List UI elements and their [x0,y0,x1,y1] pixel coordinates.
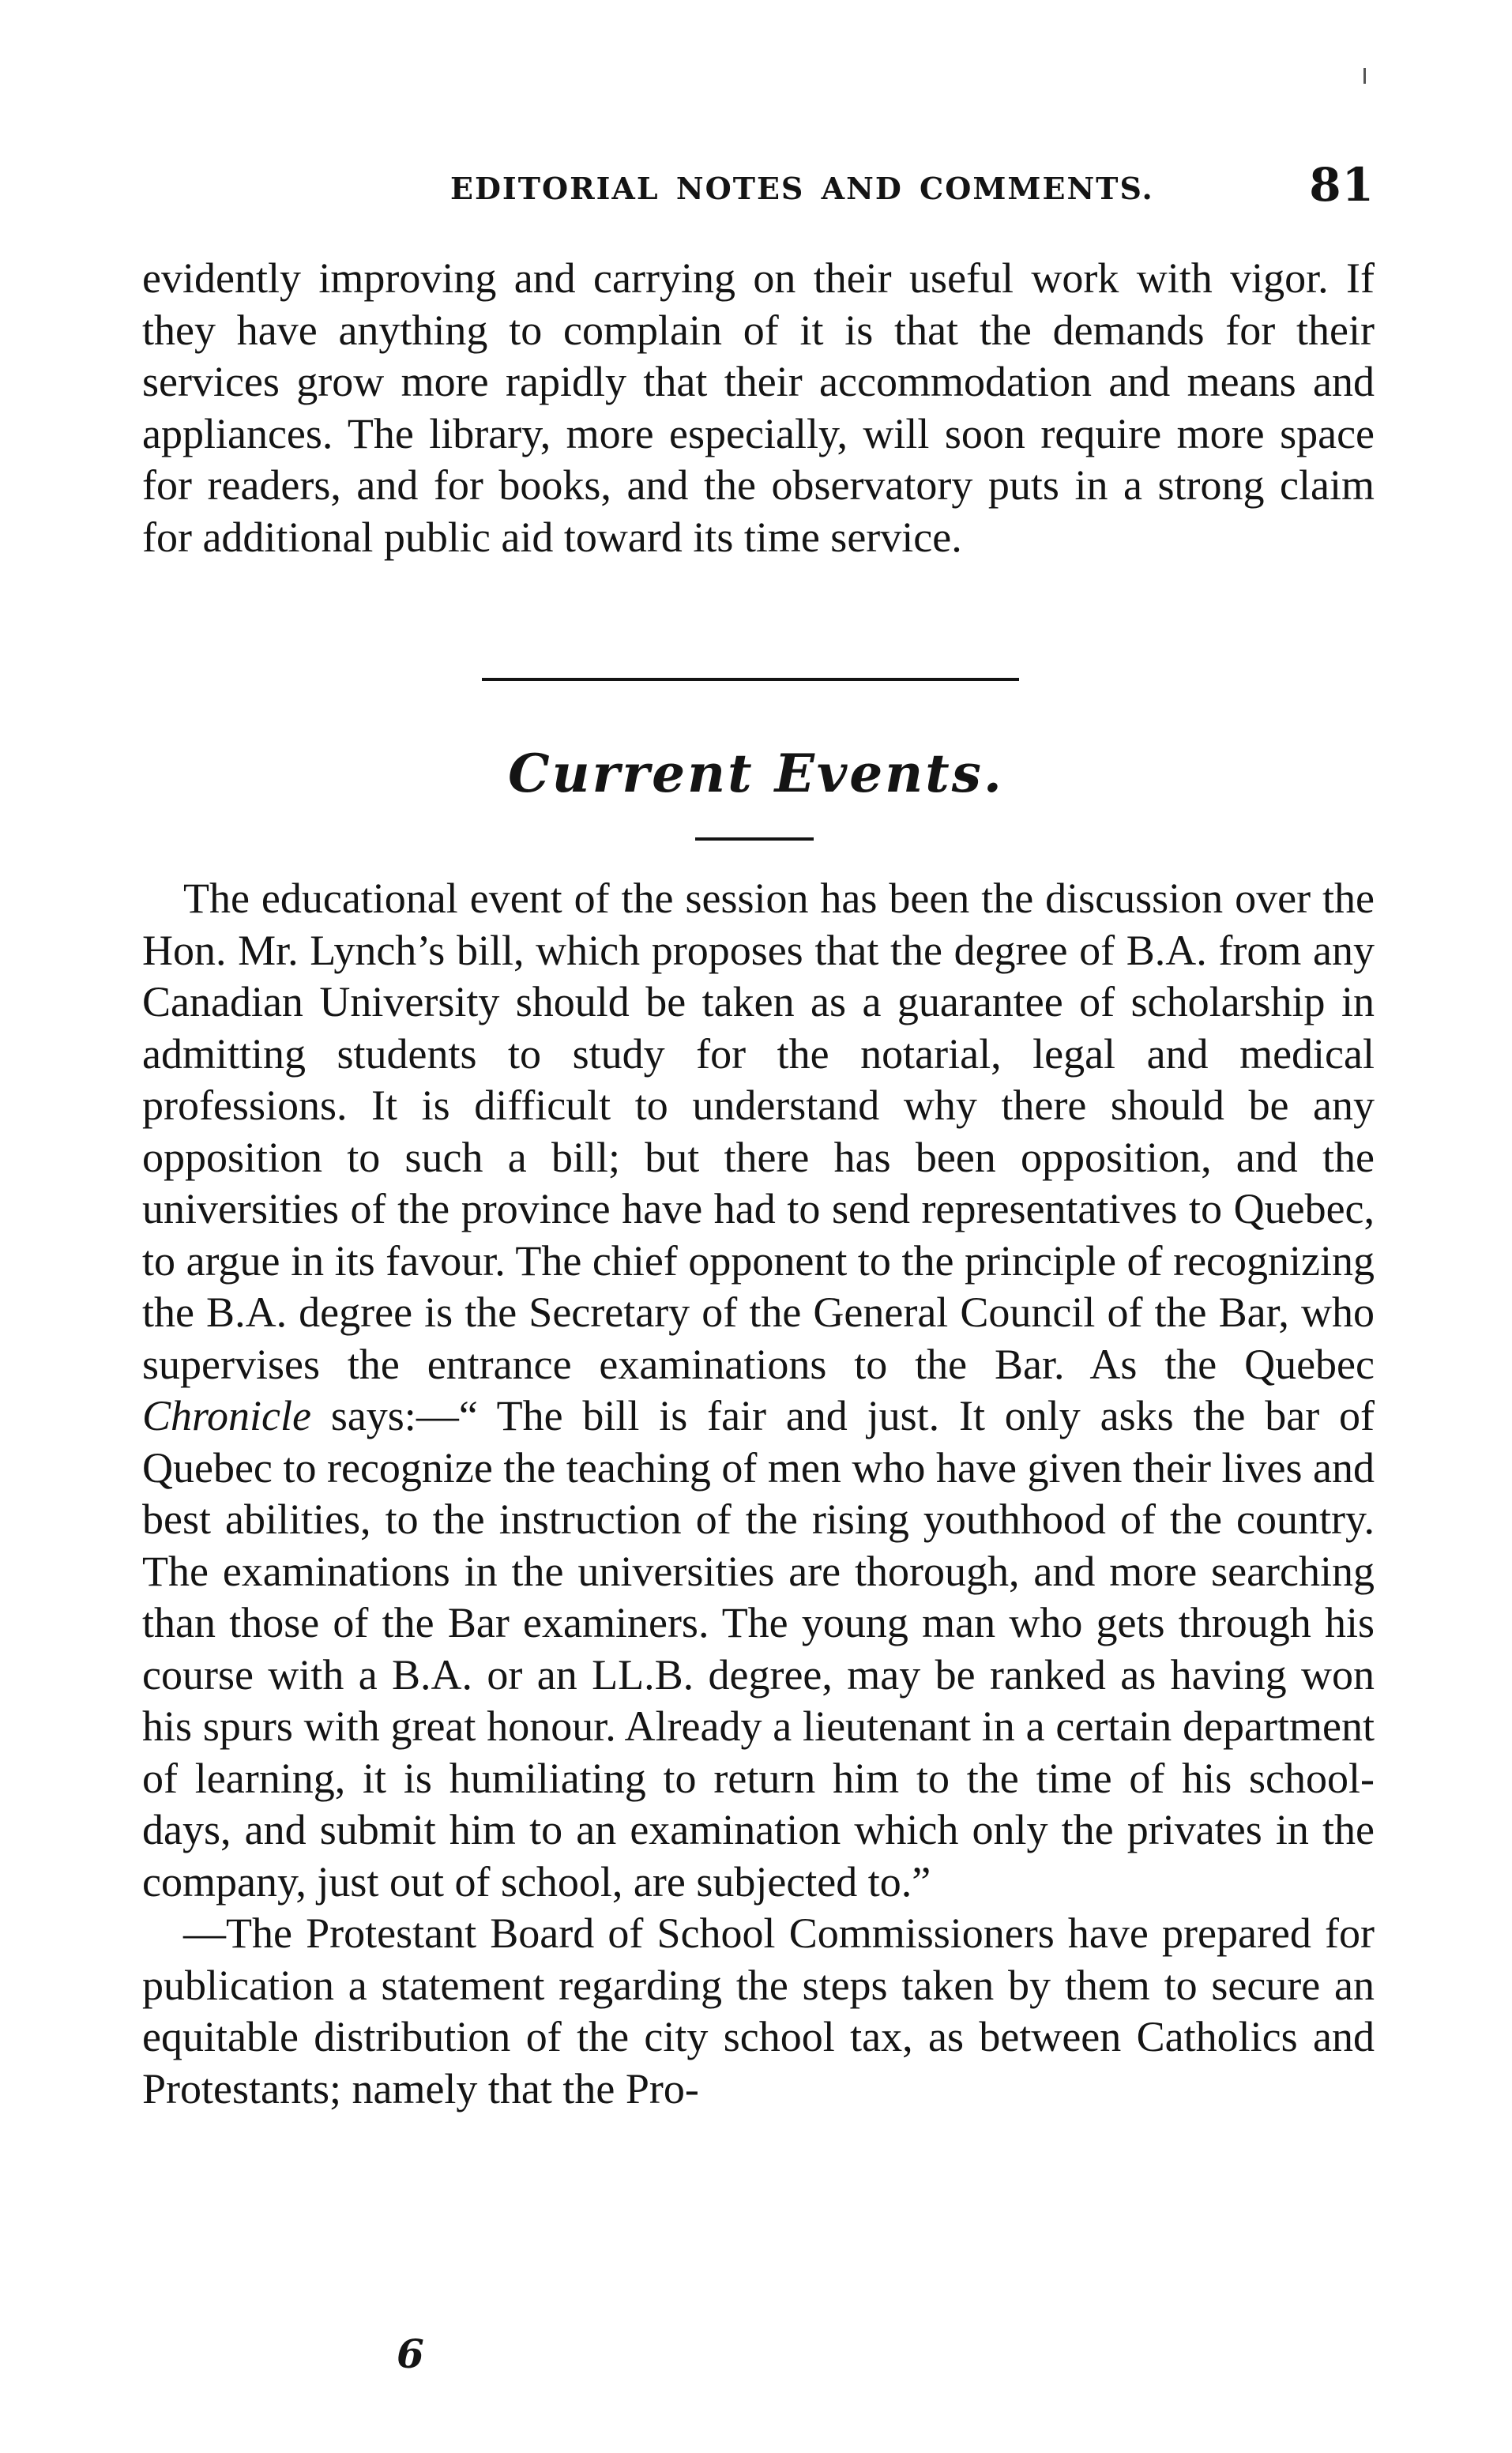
signature-mark: 6 [397,2331,424,2377]
continued-paragraph-block [142,253,1375,563]
continued-paragraph: evidently improving and carrying on their useful work with vigor. If they have anything to complain of it is that the demands for their services grow more rapidly that their accommodation and means and appliances. The library, more especially, will soon require more space for readers, and for books, and the observatory puts in a strong claim for additional public aid toward its time service. [142,254,1375,561]
newspaper-title: Chronicle [142,1392,311,1439]
scan-speck [1363,68,1366,84]
section-title: Current Events. [508,743,1004,804]
paragraph-text: says:—“ The bill is fair and just. It only asks the bar of Quebec to recognize the teaching of men who have given their lives and best abilities, to the instruction of the rising youthhood of the country. The examinations in the universities are thorough, and more searching than those of the Bar examiners. The young man who gets through his course with a B.A. or an LL.B. degree, may be ranked as having won his spurs with great honour. Already a lieutenant in a certain department of learning, it is humiliating to return him to the time of his school-days, and submit him to an examination which only the privates in the company, just out of school, are subjected to.” [142,1392,1375,1906]
paragraph-text: The educational event of the session has been the discussion over the Hon. Mr. Lynch’s bill, which proposes that the degree of B.A. from any Canadian University should be taken as a guarantee of scholarship in admitting students to study for the notarial, legal and medical professions. It is difficult to understand why there should be any opposition to such a bill; but there has been opposition, and the universities of the province have had to send representatives to Quebec, to argue in its favour. The chief opponent to the principle of recognizing the B.A. degree is the Secretary of the General Council of the Bar, who supervises the entrance examinations to the Bar. As the Quebec [142,875,1375,1388]
page-number: 81 [1309,158,1375,212]
page-header [142,158,1375,221]
title-underline-rule [695,837,814,841]
section-divider-rule [482,678,1019,681]
current-events-text [142,873,1375,2115]
paragraph-school-commissioners: —The Protestant Board of School Commissioners have prepared for publication a statement regarding the steps taken by them to secure an equitable distribution of the city school tax, as between Catholics and Protestants; namely that the Pro- [142,1909,1375,2113]
paragraph-lynch-bill [142,873,1375,1908]
running-head: EDITORIAL NOTES AND COMMENTS. [450,171,1154,206]
